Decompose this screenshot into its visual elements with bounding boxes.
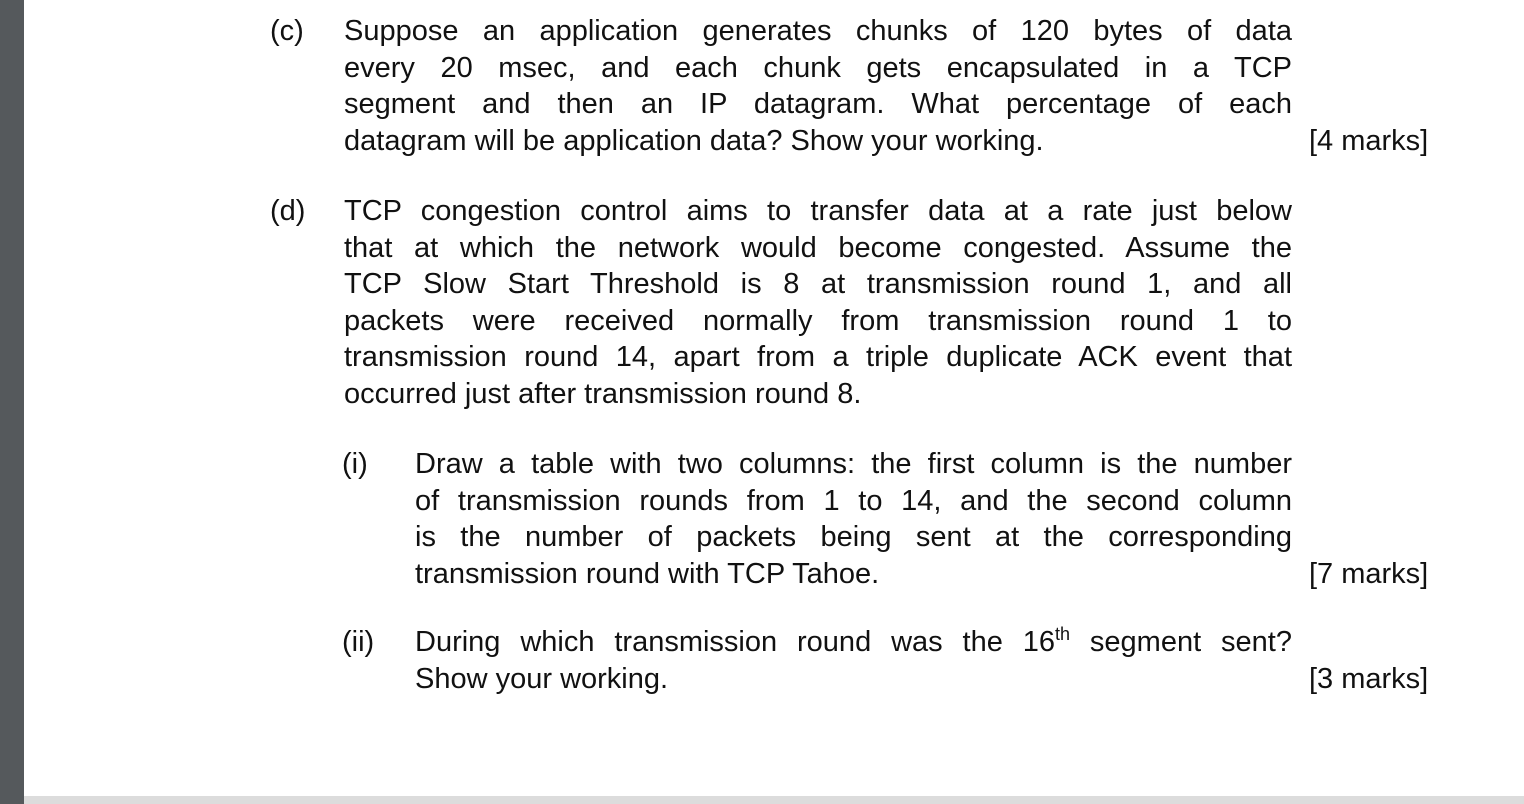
question-c-line-1: Suppose an application generates chunks of 120 bytes of data xyxy=(344,15,1292,47)
question-d-ii-line-1-start: During which transmission round was the 16 xyxy=(415,626,1056,658)
question-c-line-4: datagram will be application data? Show your working. xyxy=(344,124,1044,157)
question-d-i-line-3: is the number of packets being sent at the corresponding xyxy=(415,521,1292,554)
question-d-line-6: occurred just after transmission round 8. xyxy=(344,377,862,410)
question-d-ii-text xyxy=(415,624,1292,697)
question-c-label: (c) xyxy=(270,15,304,47)
question-d-ii-line-1 xyxy=(415,624,1292,661)
question-d-line-3: TCP Slow Start Threshold is 8 at transmission round 1, and all xyxy=(344,268,1292,301)
question-d-i-label: (i) xyxy=(342,448,368,480)
question-c-marks: [4 marks] xyxy=(1309,125,1429,157)
question-c-line-3: segment and then an IP datagram. What percentage of each xyxy=(344,88,1292,121)
question-d-line-4: packets were received normally from transmission round 1 to xyxy=(344,304,1292,337)
question-d-line-2: that at which the network would become congested. Assume the xyxy=(344,231,1292,264)
question-d-ii-marks: [3 marks] xyxy=(1309,663,1429,695)
question-d-line-1: TCP congestion control aims to transfer data at a rate just below xyxy=(344,195,1292,227)
question-d-line-5: transmission round 14, apart from a triple duplicate ACK event that xyxy=(344,341,1292,374)
viewer-sidebar-edge xyxy=(0,0,24,804)
question-d-i-line-2: of transmission rounds from 1 to 14, and the second column xyxy=(415,484,1292,517)
question-d-ii-line-1-end: segment sent? xyxy=(1070,626,1292,658)
question-d-i-text xyxy=(415,446,1292,592)
question-d-i-line-4: transmission round with TCP Tahoe. xyxy=(415,557,880,590)
question-d-label: (d) xyxy=(270,195,306,227)
question-c-line-2: every 20 msec, and each chunk gets encapsulated in a TCP xyxy=(344,51,1292,84)
question-c-text xyxy=(344,13,1292,159)
question-d-i-line-1: Draw a table with two columns: the first column is the number xyxy=(415,448,1292,480)
question-d-ii-line-2: Show your working. xyxy=(415,662,669,695)
question-d-i-marks: [7 marks] xyxy=(1309,558,1429,590)
question-d-text xyxy=(344,193,1292,413)
question-d-ii-label: (ii) xyxy=(342,626,375,658)
page-bottom-edge xyxy=(24,796,1524,804)
ordinal-superscript: th xyxy=(1055,624,1071,644)
